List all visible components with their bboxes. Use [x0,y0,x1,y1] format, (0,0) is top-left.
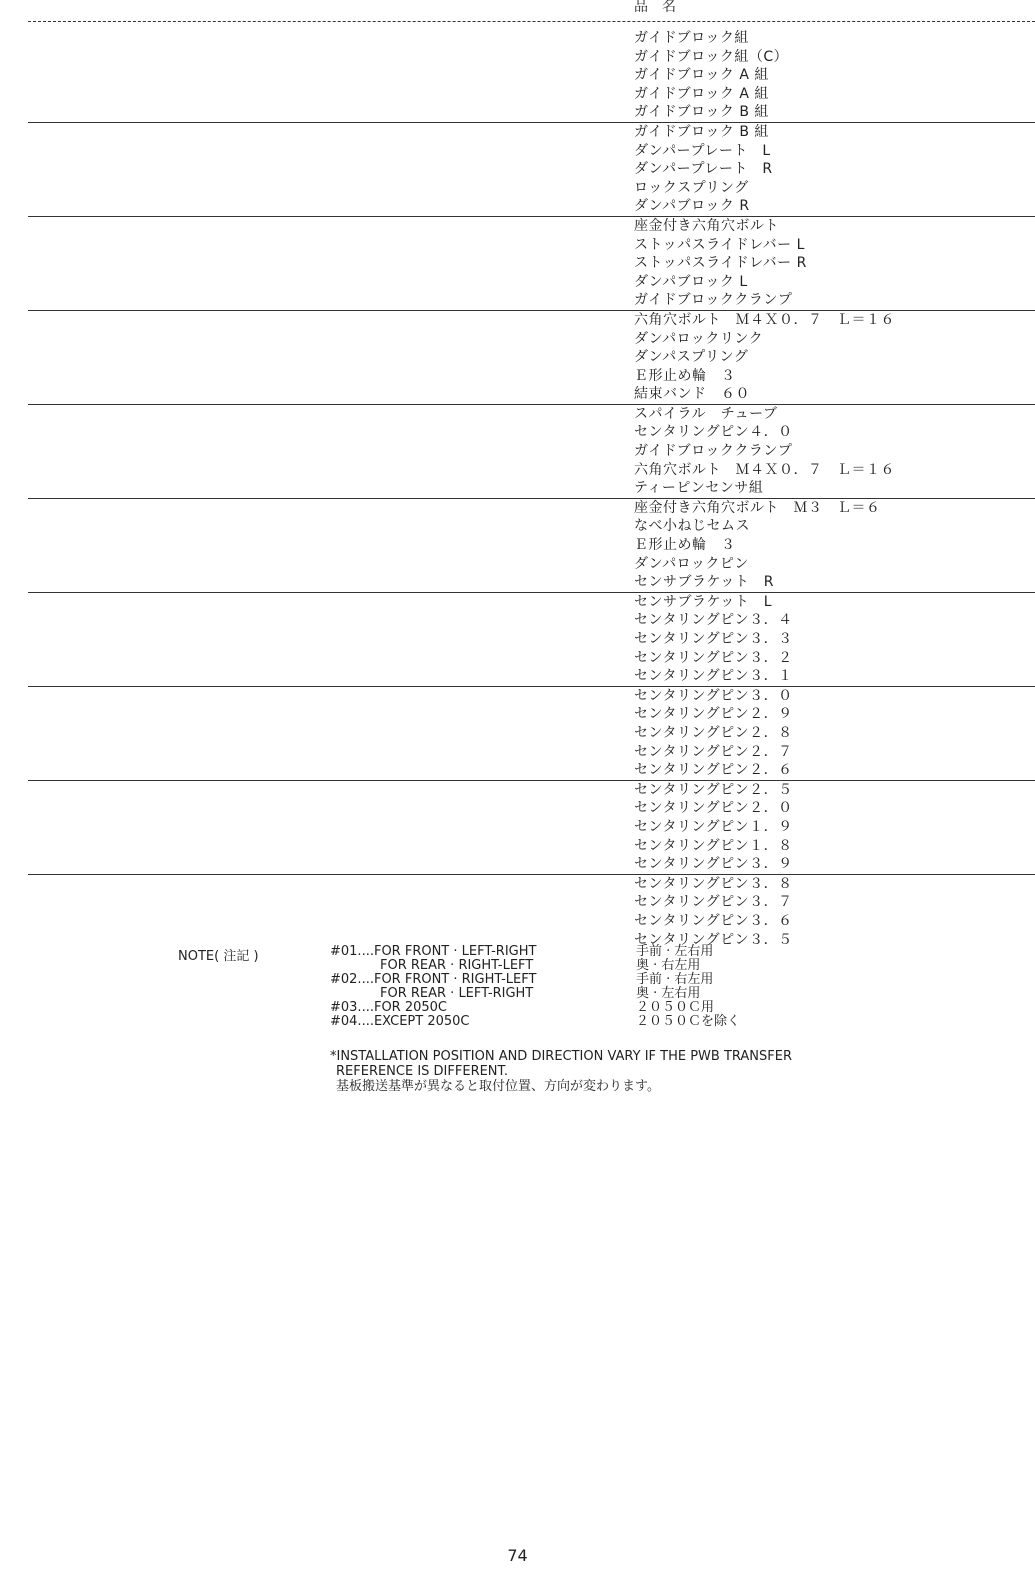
note-row [330,987,740,1001]
parts-group [0,781,1035,874]
part-name: センタリングピン３．０ [634,687,793,704]
note-label: NOTE( 注記 ) [178,949,259,964]
part-name: センタリングピン１．８ [634,837,793,854]
part-name: ダンパロックピン [634,555,749,572]
part-name: Ｅ形止め輪 ３ [634,367,736,384]
note-row [330,1015,740,1029]
part-name: ダンパスプリング [634,349,749,366]
part-name: 六角穴ボルト Ｍ４Ｘ０．７ Ｌ＝１６ [634,311,895,328]
part-name: センタリングピン３．２ [634,649,793,666]
part-name: ガイドブロッククランプ [634,443,793,460]
part-name: ダンパロックリンク [634,330,764,347]
part-name: センタリングピン３．８ [634,875,793,892]
part-name: ガイドブロック B 組 [634,104,769,121]
part-name: センタリングピン３．６ [634,912,793,929]
parts-group [0,123,1035,216]
note-japanese: 奥 · 右左用 [636,958,701,973]
parts-group [0,311,1035,404]
parts-group [0,875,1035,949]
part-name: センタリングピン３．７ [634,894,793,911]
part-name: センタリングピン３．３ [634,631,793,647]
note-row [330,973,740,987]
part-name: センタリングピン３．１ [634,668,793,685]
part-name: 六角穴ボルト Ｍ４Ｘ０．７ Ｌ＝１６ [634,461,895,478]
note-japanese: 手前 · 左右用 [636,944,714,959]
parts-group [0,499,1035,592]
installation-note [330,1049,792,1094]
part-name: 結束バンド ６０ [634,386,750,403]
part-name: ガイドブロック B 組 [634,123,769,140]
part-name: センサブラケット L [634,593,773,610]
part-name: センタリングピン４．０ [634,424,793,441]
part-name: センタリングピン３．５ [634,931,793,948]
part-name: ストッパスライドレバー R [634,255,807,272]
part-name: 座金付き六角穴ボルト [634,217,779,234]
part-name: ガイドブロック A 組 [634,67,769,84]
part-name: スパイラル チューブ [634,405,778,422]
part-name: センサブラケット R [634,574,775,591]
note-english: #03....FOR 2050C [330,1000,447,1015]
parts-group [0,29,1035,122]
note-row [330,945,740,959]
note-english: #02....FOR FRONT · RIGHT-LEFT [330,972,537,987]
part-name: センタリングピン３．９ [634,856,793,873]
note-japanese: ２０５０Ｃ用 [636,1000,715,1015]
part-name: ダンパープレート R [634,161,773,178]
part-name: ガイドブロック A 組 [634,85,769,102]
page-number: 74 [507,1546,528,1565]
part-name: ダンパブロック L [634,273,748,290]
parts-group [0,217,1035,310]
part-name: ティーピンセンサ組 [634,480,764,497]
part-name: 座金付き六角穴ボルト Ｍ３ Ｌ＝６ [634,499,881,516]
part-name: ストッパスライドレバー L [634,236,805,253]
part-name: センタリングピン２．９ [634,706,793,723]
parts-group [0,405,1035,498]
part-name: センタリングピン２．６ [634,762,793,779]
part-name: ガイドブロック組 [634,30,749,46]
column-title: 品 名 [634,0,676,15]
part-name: ダンパブロック R [634,198,750,215]
installation-line-3: 基板搬送基準が異なると取付位置、方向が変わります。 [336,1079,660,1094]
part-name: センタリングピン２．０ [634,800,793,817]
part-name: ガイドブロッククランプ [634,292,793,309]
note-row [330,1001,740,1015]
parts-group [0,593,1035,686]
parts-list [0,29,1035,949]
note-japanese: 手前 · 右左用 [636,972,714,987]
note-english: FOR REAR · LEFT-RIGHT [380,986,534,1001]
part-name: センタリングピン２．５ [634,781,793,798]
part-name: センタリングピン２．８ [634,724,793,741]
installation-line-1: *INSTALLATION POSITION AND DIRECTION VARY IF THE PWB TRANSFER [330,1049,793,1064]
note-japanese: ２０５０Ｃを除く [636,1014,741,1029]
note-rows [330,945,740,1029]
note-english: FOR REAR · RIGHT-LEFT [380,958,534,973]
part-name: センタリングピン１．９ [634,818,793,835]
part-name: なべ小ねじセムス [634,518,750,535]
note-row [330,959,740,973]
parts-group [0,687,1035,780]
header-divider [28,21,1035,22]
installation-line-2: REFERENCE IS DIFFERENT. [336,1064,509,1079]
part-name: ガイドブロック組（C） [634,48,789,65]
part-name: Ｅ形止め輪 ３ [634,537,736,554]
part-name: センタリングピン２．７ [634,743,793,760]
note-english: #01....FOR FRONT · LEFT-RIGHT [330,944,537,959]
note-english: #04....EXCEPT 2050C [330,1014,470,1029]
part-name: ダンパープレート L [634,142,771,159]
part-name: ロックスプリング [634,179,749,196]
part-name: センタリングピン３．４ [634,612,793,629]
note-japanese: 奥 · 左右用 [636,986,701,1001]
